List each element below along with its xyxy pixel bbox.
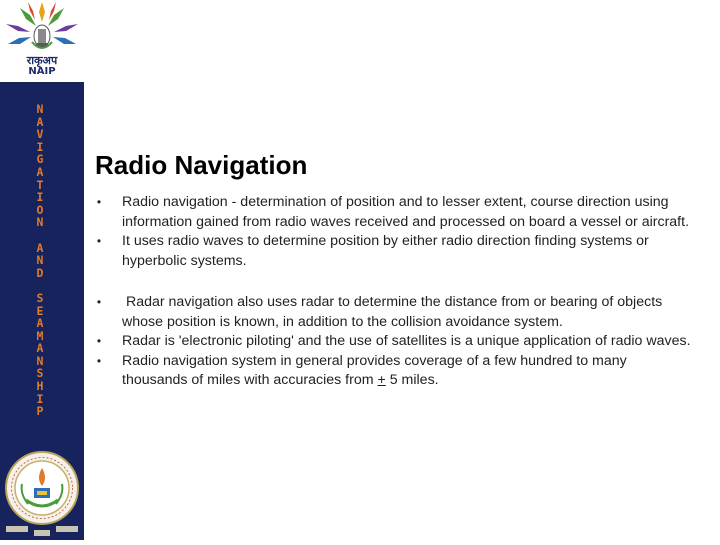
bullet-list — [93, 193, 693, 391]
vertical-title-letter — [31, 229, 49, 242]
vertical-title-letter: N — [36, 102, 44, 116]
naip-emblem-icon — [0, 0, 84, 56]
bullet-text: It uses radio waves to determine position by either radio direction finding systems or hyperbolic systems. — [122, 233, 649, 269]
vertical-title-letter: S — [36, 290, 44, 305]
naip-logo — [0, 0, 84, 82]
vertical-title-letter: D — [36, 265, 44, 280]
bullet-dot-icon: • — [96, 353, 102, 368]
vertical-title-letter: P — [36, 404, 44, 419]
vertical-title-letter: T — [36, 177, 44, 192]
bullet-text: Radar is 'electronic piloting' and the use of satellites is a unique application of radio waves. — [122, 333, 691, 349]
vertical-title-letter: O — [36, 202, 44, 217]
bullet-item — [93, 332, 693, 352]
bullet-dot-icon: • — [96, 334, 102, 348]
bullet-dot-icon: • — [96, 295, 102, 309]
vertical-title-letter: M — [36, 328, 44, 343]
vertical-title-letter: I — [36, 139, 44, 154]
vertical-title-letter: A — [36, 341, 44, 356]
bullet-text: Radar navigation also uses radar to determine the distance from or bearing of objects whose position is known, in addition to the collision avoidance system. — [122, 294, 667, 330]
vertical-title-letter: N — [36, 253, 44, 268]
slide-title: Radio Navigation — [95, 150, 308, 180]
vertical-title-letter: S — [36, 366, 44, 381]
vertical-title-letter: A — [36, 114, 44, 129]
vertical-title-letter: H — [36, 379, 44, 394]
bullet-item — [93, 232, 693, 271]
college-seal — [0, 448, 84, 540]
logo-hindi-text: राकृअप — [26, 54, 58, 67]
vertical-title-letter: G — [36, 152, 44, 167]
college-seal-icon — [0, 448, 84, 540]
vertical-title — [31, 103, 49, 418]
vertical-title-letter: N — [36, 215, 44, 230]
vertical-title-letter: A — [36, 164, 44, 179]
bullet-dot-icon: • — [96, 195, 102, 209]
bullet-item — [93, 293, 693, 332]
vertical-title-letter: A — [36, 240, 44, 255]
bullet-text: Radio navigation - determination of position and to lesser extent, course direction using information gained from radio waves received and processed on board a vessel or aircraft. — [122, 194, 690, 230]
vertical-title-letter: E — [36, 303, 44, 318]
bullet-item — [93, 193, 693, 232]
vertical-title-letter: N — [36, 353, 44, 368]
plus-minus-sign: + — [377, 372, 386, 388]
bullet-dot-icon: • — [96, 234, 102, 248]
vertical-title-letter: I — [36, 190, 44, 205]
sidebar — [0, 0, 84, 540]
vertical-title-letter: A — [36, 316, 44, 331]
bullet-text: Radio navigation system in general provides coverage of a few hundred to many thousands of miles with accuracies from + 5 miles. — [122, 352, 627, 388]
vertical-title-letter: I — [36, 391, 44, 406]
bullet-item — [93, 352, 693, 391]
vertical-title-letter: V — [36, 127, 44, 142]
logo-naip-text: NAIP — [28, 66, 56, 77]
